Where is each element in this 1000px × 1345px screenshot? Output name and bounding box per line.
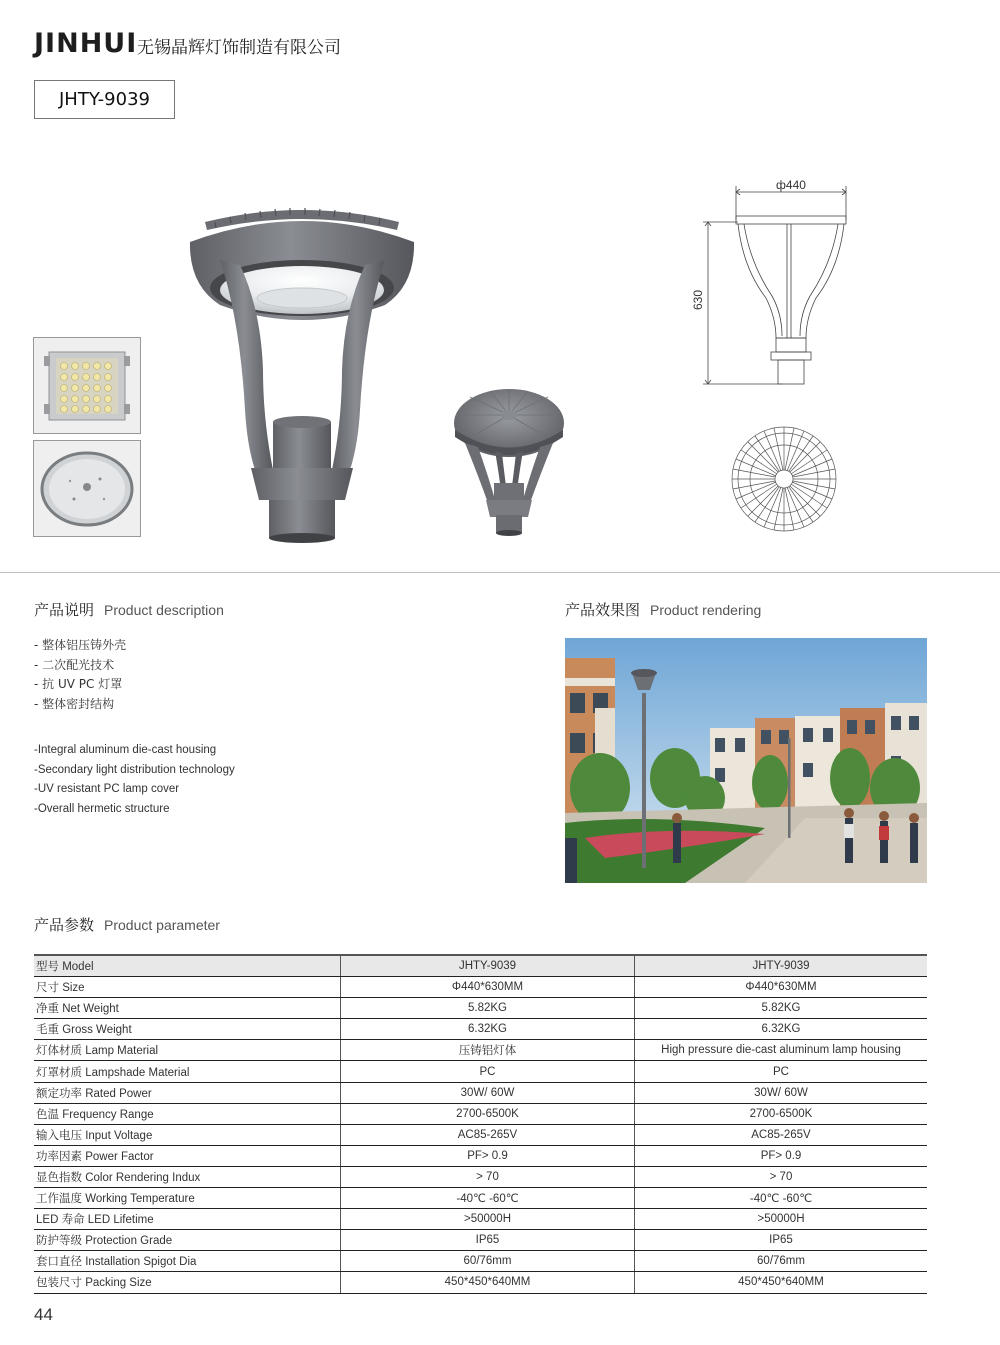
bullet-en: -UV resistant PC lamp cover: [34, 783, 180, 795]
table-row: [34, 1230, 927, 1251]
diameter-label: ф440: [776, 178, 806, 192]
table-row: [34, 1251, 927, 1272]
rendering-title-cn: 产品效果图: [565, 601, 641, 619]
param-label-cell: LED 寿命 LED Lifetime: [34, 1209, 341, 1230]
param-label-cell: 额定功率 Rated Power: [34, 1082, 341, 1103]
product-rendering-photo: [565, 638, 927, 883]
parameter-title-cn: 产品参数: [34, 916, 95, 934]
param-value-cell: IP65: [635, 1230, 928, 1251]
param-value-cell: >50000H: [635, 1209, 928, 1230]
param-label-cell: 输入电压 Input Voltage: [34, 1124, 341, 1145]
param-label-cell: 灯罩材质 Lampshade Material: [34, 1061, 341, 1082]
description-title-en: Product description: [104, 602, 224, 618]
bullet-en: -Integral aluminum die-cast housing: [34, 744, 217, 756]
param-value-cell: Φ440*630MM: [341, 977, 635, 998]
param-value-cell: 6.32KG: [635, 1019, 928, 1040]
param-value-cell: -40℃ -60℃: [635, 1188, 928, 1209]
param-label-cell: 工作温度 Working Temperature: [34, 1188, 341, 1209]
param-label-cell: 毛重 Gross Weight: [34, 1019, 341, 1040]
table-row: [34, 1209, 927, 1230]
param-value-cell: JHTY-9039: [341, 955, 635, 977]
param-value-cell: High pressure die-cast aluminum lamp housing: [635, 1040, 928, 1061]
param-value-cell: 5.82KG: [635, 998, 928, 1019]
param-value-cell: Φ440*630MM: [635, 977, 928, 998]
param-label-cell: 功率因素 Power Factor: [34, 1145, 341, 1166]
table-row: [34, 1061, 927, 1082]
technical-drawing-side: [688, 178, 858, 390]
param-value-cell: 2700-6500K: [635, 1103, 928, 1124]
param-value-cell: 30W/ 60W: [341, 1082, 635, 1103]
table-row: [34, 1103, 927, 1124]
param-label-cell: 色温 Frequency Range: [34, 1103, 341, 1124]
param-label-cell: 套口直径 Installation Spigot Dia: [34, 1251, 341, 1272]
table-row: [34, 1019, 927, 1040]
param-value-cell: PF> 0.9: [341, 1145, 635, 1166]
bullet-cn: - 整体铝压铸外壳: [34, 638, 127, 652]
product-image-main: [185, 200, 420, 545]
param-label-cell: 尺寸 Size: [34, 977, 341, 998]
parameter-table: [34, 954, 927, 1294]
param-label-cell: 型号 Model: [34, 955, 341, 977]
table-row: [34, 1082, 927, 1103]
param-label-cell: 灯体材质 Lamp Material: [34, 1040, 341, 1061]
description-bullets-cn: [34, 636, 126, 714]
brand-logo-text: JINHUI: [34, 28, 138, 59]
thumbnail-lamp-cover: [33, 440, 141, 537]
table-row: [34, 998, 927, 1019]
param-value-cell: AC85-265V: [635, 1124, 928, 1145]
param-value-cell: JHTY-9039: [635, 955, 928, 977]
table-row: [34, 1166, 927, 1187]
section-divider: [0, 572, 1000, 573]
table-row: [34, 1145, 927, 1166]
rendering-scene: [565, 638, 927, 883]
description-bullets-en: [34, 741, 235, 819]
param-value-cell: 450*450*640MM: [341, 1272, 635, 1293]
company-name: 无锡晶辉灯饰制造有限公司: [137, 38, 341, 58]
param-value-cell: > 70: [341, 1166, 635, 1187]
bullet-cn: - 二次配光技术: [34, 657, 115, 672]
bullet-cn: - 整体密封结构: [34, 696, 115, 711]
product-image-small: [450, 385, 568, 540]
description-heading: [34, 599, 224, 620]
param-value-cell: 30W/ 60W: [635, 1082, 928, 1103]
table-row: [34, 1188, 927, 1209]
description-title-cn: 产品说明: [34, 601, 95, 619]
param-value-cell: 60/76mm: [635, 1251, 928, 1272]
param-label-cell: 显色指数 Color Rendering Indux: [34, 1166, 341, 1187]
param-value-cell: PC: [635, 1061, 928, 1082]
param-label-cell: 净重 Net Weight: [34, 998, 341, 1019]
param-label-cell: 包装尺寸 Packing Size: [34, 1272, 341, 1293]
bullet-en: -Overall hermetic structure: [34, 802, 170, 815]
table-row: [34, 1124, 927, 1145]
param-value-cell: AC85-265V: [341, 1124, 635, 1145]
param-value-cell: 2700-6500K: [341, 1103, 635, 1124]
led-module-image: [34, 338, 140, 433]
model-code: JHTY-9039: [58, 89, 150, 110]
param-value-cell: 6.32KG: [341, 1019, 635, 1040]
param-value-cell: PF> 0.9: [635, 1145, 928, 1166]
param-value-cell: 5.82KG: [341, 998, 635, 1019]
param-value-cell: IP65: [341, 1230, 635, 1251]
parameter-heading: [34, 914, 220, 935]
param-value-cell: >50000H: [341, 1209, 635, 1230]
param-value-cell: 450*450*640MM: [635, 1272, 928, 1293]
height-label: 630: [691, 289, 705, 311]
table-row: [34, 977, 927, 998]
parameter-title-en: Product parameter: [104, 917, 220, 933]
rendering-heading: [565, 599, 761, 620]
table-row: [34, 1040, 927, 1061]
page-number: 44: [34, 1305, 53, 1324]
technical-drawing-top: [728, 425, 840, 533]
model-code-box: [34, 80, 175, 119]
table-row: [34, 1272, 927, 1293]
param-value-cell: 压铸铝灯体: [341, 1040, 635, 1061]
param-label-cell: 防护等级 Protection Grade: [34, 1230, 341, 1251]
bullet-cn: - 抗 UV PC 灯罩: [34, 677, 123, 691]
bullet-en: -Secondary light distribution technology: [34, 763, 235, 776]
param-value-cell: > 70: [635, 1166, 928, 1187]
lamp-cover-image: [34, 441, 140, 536]
rendering-title-en: Product rendering: [650, 602, 762, 618]
table-row: [34, 955, 927, 977]
thumbnail-led-module: [33, 337, 141, 434]
param-value-cell: PC: [341, 1061, 635, 1082]
param-value-cell: -40℃ -60℃: [341, 1188, 635, 1209]
param-value-cell: 60/76mm: [341, 1251, 635, 1272]
